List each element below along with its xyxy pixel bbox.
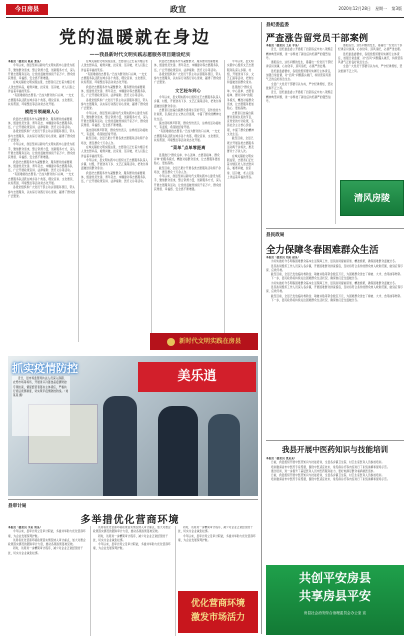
lead-paragraph: 今年以来，我县坚持以新时代文明实践中心建设为抓手，聚焦群众需求，整合资源力量，创新服务方式，深入开展志愿服务活动，让党的温暖传递到千家万户，群众的获得感、幸福感、安全感不断增强。 [81,111,149,128]
top-right-title: 严查涨告留党员干部案例 [266,34,369,44]
lead-paragraph: 演出现场掌声阵阵，群众纷纷表示，这样的活动接地气、有温度，希望能经常开展。 [81,128,148,137]
article-paragraph: 今年以来，县审计局立足审计职能，多措并举助力优化营商环境，为企业发展保驾护航。 [8,530,86,538]
lead-title: 党的温暖就在身边 [59,28,211,48]
lead-paragraph: “有困难就找志愿者。”已成为群众的口头禅，一支支志愿服务队活跃在城乡各个角落，理论宣讲、文化惠民、扶贫帮困、环境整治等活动常态化开展。 [8,94,76,106]
article-paragraph: 该局将优化营商环境政策落实情况纳入审计重点，加大对惠企政策落实情况的跟踪审计力度，推动各项政策落地见效。 [8,538,86,547]
lead-paragraph: 各级党组织和广大党员干部主动认领服务项目，带头参与志愿服务，以实际行动践行初心使命，赢得了群众的广泛赞誉。 [8,186,76,198]
lead-section-head-2: 文艺轻车到心 [175,87,201,93]
lead-paragraph: 县里推行“群众点单、中心派单、志愿者接单、群众评单”的服务模式，精准对接群众需求，让志愿服务更加贴心、更加高效。 [227,85,254,111]
section-rule [266,228,404,229]
article-paragraph: 近日，县纪委监委公开通报了四起违反中央八项规定精神典型问题，进一步释放了越往后执纪越严的强烈信号。 [266,91,333,103]
lead-paragraph: 志愿者们自编自演群众喜闻乐见的节目，宣传党的方针政策，弘扬社会主义核心价值观，丰富了群众的精神文化生活。 [227,111,254,137]
person-figure-3 [208,414,240,496]
article-paragraph: 近日，县纪委监委公开通报了四起违反中央八项规定精神典型问题，进一步释放了越往后执纪越严的强烈信号。 [266,48,333,60]
top-right-kicker: 县纪委监委 [266,23,289,28]
top-right-divider [335,44,336,224]
lead-paragraph: 在城关镇的文明实践站里，志愿者们正忙着为辖区老人送去慰问品，嘘寒问暖，拉家常、话冷暖，老人们脸上洋溢着幸福的笑容。 [227,154,254,180]
article-paragraph: 该局将优化营商环境政策落实情况纳入审计重点，加大对惠企政策落实情况的跟踪审计力度，推动各项政策落地见效。 [93,526,171,534]
lead-paragraph: “有困难就找志愿者。”已成为群众的口头禅，一支支志愿服务队活跃在城乡各个角落，理论宣讲、文化惠民、扶贫帮困、环境整治等活动常态化开展。 [8,173,76,186]
article-paragraph: 县民政局组织工作人员深入各乡镇，开展困难群众排查摸底，及时将符合条件的群众纳入救助范围，做到应保尽保、应救尽救。 [266,286,403,294]
lead-subtitle: ——我县新时代文明实践志愿服务项目建设纪实 [89,53,191,58]
bottom-left-divider [90,526,91,636]
article-paragraph: 县民政局组织工作人员深入各乡镇，开展困难群众排查摸底，及时将符合条件的群众纳入救助范围，做到应保尽保、应救尽救。 [266,264,403,272]
page-column-divider [261,22,262,634]
lead-paragraph: 在城关镇的文明实践站里，志愿者们正忙着为辖区老人送去慰问品，嘘寒问暖，拉家常、话冷暖，老人们脸上洋溢着幸福的笑容。 [81,145,149,158]
article-paragraph: 同时，该局进一步精简审计程序，减少对企业正常经营的干扰，切实为企业减负松绑。 [178,526,254,534]
bottom-left-kicker: 县审计局 [8,504,27,509]
lead-paragraph: 截至目前，全县已累计开展各类志愿服务活动两千余场次，惠及群众十万余人次。 [227,137,254,154]
lead-paragraph: 我县把志愿服务作为凝聚群众、服务群众的重要载体，组建党员先锋、青年突击、巾帼建功等志愿服务队伍，广泛开展政策宣讲、法律援助、医疗义诊等活动。 [81,85,146,98]
lead-divider [78,60,79,342]
masthead-logo: 今日房县 [6,4,48,15]
article-paragraph: 日前，我县组织开展中医药知识与技能培训，全县各乡镇卫生院、村卫生室医务人员参加培训。 [271,474,385,478]
article-paragraph: 通过培训，进一步提升了基层医务人员中医药服务能力，更好地满足群众看病就医需求。 [271,469,377,473]
bottom-left-column-3 [178,526,258,588]
article-paragraph: 同时，该局进一步精简审计程序，减少对企业正常经营的干扰，切实为企业减负松绑。 [8,547,84,555]
article-paragraph: 通报指出，这些问题的发生，暴露出一些党员干部纪律意识淡薄，心存侥幸，顶风违纪，必须严肃处理。 [338,44,403,52]
lead-paragraph: 截至目前，全县已累计开展各类志愿服务活动两千余场次，惠及群众十万余人次。 [154,166,221,174]
lead-column-2 [81,60,149,342]
article-paragraph: 全县广大党员干部要引以为戒，严守纪律规矩，坚决抵制不正之风。 [266,82,333,90]
article-paragraph: 为切实做好今冬明春困难群众基本生活保障工作，县民政局提前谋划、精准施策，确保困难群众温暖过冬。 [271,281,398,285]
article-paragraph: 下一步，县民政局将持续关注困难群众生活状况，确保他们安全温暖过冬。 [271,277,360,281]
weekday: 星期一 [375,6,388,11]
person-figure-2 [158,406,198,496]
mid-right-body: 本报讯（通讯员 刘某 赵某） 为切实做好今冬明春困难群众基本生活保障工作，县民政局提前谋划、精准施策，确保困难群众温暖过冬。 县民政局组织工作人员深入各乡镇，开展困难群众排查摸底，及时将符合条件的群众纳入救助范围，做到应保尽保、应救尽救。 截至目前，全县已发放临时救助金、取暖补贴等资金数百万元，为困难群众送去了棉被、大米、食用油等物资。 下一步，县民政局将持续关注困难群众生活状况，确保他们安全温暖过冬。 为切实做好今冬明春困难群众基本生活保障工作，县民政局提前谋划、精准施策，确保困难群众温暖过冬。 县民政局组织工作人员深入各乡镇，开展困难群众排查摸底，及时将符合条件的群众纳入救助范围，做到应保尽保、应救尽救。 截至目前，全县已发放临时救助金、取暖补贴等资金数百万元，为困难群众送去了棉被、大米、食用油等物资。 下一步，县民政局将持续关注困难群众生活状况，确保他们安全温暖过冬。 [266,256,403,302]
bottom-left-divider [175,526,176,636]
lead-paragraph: 志愿者们自编自演群众喜闻乐见的节目，宣传党的方针政策，弘扬社会主义核心价值观，丰富了群众的精神文化生活。 [154,108,222,121]
lead-column-4 [227,60,255,315]
lead-section-head-3: “菜单”点单零距离 [170,145,206,151]
article-paragraph: 日前，我县组织开展中医药知识与技能培训，全县各乡镇卫生院、村卫生室医务人员参加培训。 [271,461,385,465]
article-paragraph: 今年以来，县审计局立足审计职能，多措并举助力优化营商环境，为企业发展保驾护航。 [93,543,171,551]
lead-byline: 本报讯（通讯员 陈某 张某） [8,60,43,63]
article-paragraph: 全县广大党员干部要引以为戒，严守纪律规矩，坚决抵制不正之风。 [338,65,403,73]
section-rule [8,499,258,500]
page-number: 第3版 [391,6,402,11]
article-paragraph: 下一步，县民政局将持续关注困难群众生活状况，确保他们安全温暖过冬。 [271,298,360,302]
storefront-sign: 美乐逍 [138,362,256,392]
person-figure-1 [103,396,137,496]
lead-divider [224,60,225,342]
lead-paragraph: 我县把志愿服务作为凝聚群众、服务群众的重要载体，组建党员先锋、青年突击、巾帼建功等志愿服务队伍，广泛开展政策宣讲、法律援助、医疗义诊等活动。 [8,117,73,130]
top-right-column-2 [338,44,404,174]
lead-paragraph: 各级党组织和广大党员干部主动认领服务项目，带头参与志愿服务，以实际行动践行初心使命，赢得了群众的广泛赞誉。 [154,72,222,85]
lead-paragraph: 今年以来，我县坚持以新时代文明实践中心建设为抓手，聚焦群众需求，整合资源力量，创新服务方式，深入开展志愿服务活动，让党的温暖传递到千家万户，群众的获得感、幸福感、安全感不断增强。 [8,143,76,160]
article-paragraph: 培训邀请省市中医药专家授课，围绕中医适宜技术、常见病诊疗等内容进行了系统讲解和现场示范。 [271,478,390,482]
issue-date: 2020年12月28日 [338,6,371,11]
lead-paragraph: 我县把志愿服务作为凝聚群众、服务群众的重要载体，组建党员先锋、青年突击、巾帼建功等志愿服务队伍，广泛开展政策宣讲、法律援助、医疗义诊等活动。 [8,160,73,173]
lead-banner: 新时代文明实践在房县 [150,333,258,350]
lead-paragraph: “有困难就找志愿者。”已成为群众的口头禅，一支支志愿服务队活跃在城乡各个角落，理论宣讲、文化惠民、扶贫帮困、环境整治等活动常态化开展。 [81,72,149,85]
bottom-right-title: 我县开展中医药知识与技能培训 [281,445,389,454]
bottom-left-column-1: 本报讯（通讯员 李某 周某） 今年以来，县审计局立足审计职能，多措并举助力优化营商环境，为企业发展保驾护航。 该局将优化营商环境政策落实情况纳入审计重点，加大对惠企政策落实情况的跟踪审计力度，推动各项政策落地见效。 同时，该局进一步精简审计程序，减少对企业正常经营的干扰，切实为企业减负松绑。 [8,526,88,636]
lead-paragraph: 在城关镇的文明实践站里，志愿者们正忙着为辖区老人送去慰问品，嘘寒问暖，拉家常、话冷暖，老人们脸上洋溢着幸福的笑容。 [8,81,76,94]
article-paragraph: 为切实做好今冬明春困难群众基本生活保障工作，县民政局提前谋划、精准施策，确保困难群众温暖过冬。 [271,260,398,264]
lead-column-1 [8,60,76,342]
lead-paragraph: 今年以来，县文明实践中心组织文艺志愿服务队深入乡镇、村组，开展送戏下乡、文艺汇演等活动，把欢乐和温暖送到群众身边。 [154,96,222,108]
lead-divider [151,60,152,342]
photo-block [8,356,258,496]
mid-right-title: 全力保障冬春困难群众生活 [266,245,379,256]
mid-right-kicker: 县民政局 [266,233,285,238]
article-paragraph: 截至目前，全县已发放临时救助金、取暖补贴等资金数百万元，为困难群众送去了棉被、大米、食用油等物资。 [271,273,403,277]
bottom-left-title: 多举措优化营商环境 [80,515,180,526]
lead-paragraph: 今年以来，我县坚持以新时代文明实践中心建设为抓手，聚焦群众需求，整合资源力量，创新服务方式，深入开展志愿服务活动，让党的温暖传递到千家万户，群众的获得感、幸福感、安全感不断增强。 [8,64,76,81]
article-paragraph: 县纪委监委要求，各级党组织要切实履行主体责任，加强日常监督，对“四风”问题露头就打，持续营造风清气正的良好政治生态。 [338,52,403,65]
lead-paragraph: 县里推行“群众点单、中心派单、志愿者接单、群众评单”的服务模式，精准对接群众需求，让志愿服务更加贴心、更加高效。 [154,153,221,166]
article-paragraph: 通报指出，这些问题的发生，暴露出一些党员干部纪律意识淡薄，心存侥幸，顶风违纪，必须严肃处理。 [266,61,333,69]
photo-caption: 近日，县市场监管局执法人员深入商超、农贸市场等场所，开展进口冷链食品疫情防控专项检查，督促经营者落实主体责任，严格执行索证索票制度，切实筑牢疫情防控防线。（刘某某 摄） [12,376,70,436]
lead-paragraph: 我县把志愿服务作为凝聚群众、服务群众的重要载体，组建党员先锋、青年突击、巾帼建功等志愿服务队伍，广泛开展政策宣讲、法律援助、医疗义诊等活动。 [81,171,146,184]
masthead-date-line [339,6,402,12]
public-safety-banner: 共创平安房县 共享房县平安 房县社会治安综合治理委员会办公室 宣 [266,565,404,635]
lead-section-head-1: 模范引领凝聚人心 [24,109,60,115]
bottom-left-column-2 [93,526,173,636]
photo-caption-overlay: 抓实疫情防控 [12,362,78,375]
article-paragraph: 同时，该局进一步精简审计程序，减少对企业正常经营的干扰，切实为企业减负松绑。 [93,534,169,542]
lead-paragraph: 截至目前，全县已累计开展各类志愿服务活动两千余场次，惠及群众十万余人次。 [81,137,148,145]
lead-paragraph: 在城关镇的文明实践站里，志愿者们正忙着为辖区老人送去慰问品，嘘寒问暖，拉家常、话冷暖，老人们脸上洋溢着幸福的笑容。 [81,60,149,72]
section-rule [266,440,404,441]
business-environment-ad: 优化营商环境 激发市场活力 [178,591,258,633]
article-paragraph: 培训邀请省市中医药专家授课，围绕中医适宜技术、常见病诊疗等内容进行了系统讲解和现场示范。 [271,465,390,469]
lead-paragraph: “有困难就找志愿者。”已成为群众的口头禅，一支支志愿服务队活跃在城乡各个角落，理论宣讲、文化惠民、扶贫帮困、环境整治等活动常态化开展。 [154,130,222,143]
masthead-rule [6,17,404,18]
lead-paragraph: 我县把志愿服务作为凝聚群众、服务群众的重要载体，组建党员先锋、青年突击、巾帼建功等志愿服务队伍，广泛开展政策宣讲、法律援助、医疗义诊等活动。 [154,60,219,72]
article-paragraph: 截至目前，全县已发放临时救助金、取暖补贴等资金数百万元，为困难群众送去了棉被、大米、食用油等物资。 [271,294,403,298]
article-paragraph: 县纪委监委要求，各级党组织要切实履行主体责任，加强日常监督，对“四风”问题露头就打，持续营造风清气正的良好政治生态。 [266,69,333,82]
clean-governance-ad: 清风房陵 [340,180,404,216]
lead-paragraph: 各级党组织和广大党员干部主动认领服务项目，带头参与志愿服务，以实际行动践行初心使命，赢得了群众的广泛赞誉。 [8,130,76,143]
bottom-right-body: 本报讯（通讯员 张某某） 日前，我县组织开展中医药知识与技能培训，全县各乡镇卫生院、村卫生室医务人员参加培训。 培训邀请省市中医药专家授课，围绕中医适宜技术、常见病诊疗等内容进行了系统讲解和现场示范。 通过培训，进一步提升了基层医务人员中医药服务能力，更好地满足群众看病就医需求。 日前，我县组织开展中医药知识与技能培训，全县各乡镇卫生院、村卫生室医务人员参加培训。 培训邀请省市中医药专家授课，围绕中医适宜技术、常见病诊疗等内容进行了系统讲解和现场示范。 [266,457,404,561]
party-emblem-icon [167,338,175,346]
top-right-column-1: 本报讯（通讯员 王某 李某） 近日，县纪委监委公开通报了四起违反中央八项规定精神典型问题，进一步释放了越往后执纪越严的强烈信号。 通报指出，这些问题的发生，暴露出一些党员干部纪律意识淡薄，心存侥幸，顶风违纪，必须严肃处理。 县纪委监委要求，各级党组织要切实履行主体责任，加强日常监督，对“四风”问题露头就打，持续营造风清气正的良好政治生态。 全县广大党员干部要引以为戒，严守纪律规矩，坚决抵制不正之风。 近日，县纪委监委公开通报了四起违反中央八项规定精神典型问题，进一步释放了越往后执纪越严的强烈信号。 [266,44,333,103]
lead-paragraph: 演出现场掌声阵阵，群众纷纷表示，这样的活动接地气、有温度，希望能经常开展。 [154,121,221,130]
lead-paragraph: 各级党组织和广大党员干部主动认领服务项目，带头参与志愿服务，以实际行动践行初心使命，赢得了群众的广泛赞誉。 [81,98,149,111]
lead-column-3 [154,60,222,342]
lead-paragraph: 今年以来，县文明实践中心组织文艺志愿服务队深入乡镇、村组，开展送戏下乡、文艺汇演等活动，把欢乐和温暖送到群众身边。 [227,60,254,85]
section-title: 政宣 [170,4,186,14]
lead-paragraph: 今年以来，我县坚持以新时代文明实践中心建设为抓手，聚焦群众需求，整合资源力量，创新服务方式，深入开展志愿服务活动，让党的温暖传递到千家万户，群众的获得感、幸福感、安全感不断增强。 [154,175,222,192]
lead-paragraph: 今年以来，县文明实践中心组织文艺志愿服务队深入乡镇、村组，开展送戏下乡、文艺汇演等活动，把欢乐和温暖送到群众身边。 [81,158,149,171]
article-paragraph: 今年以来，县审计局立足审计职能，多措并举助力优化营商环境，为企业发展保驾护航。 [178,534,256,542]
